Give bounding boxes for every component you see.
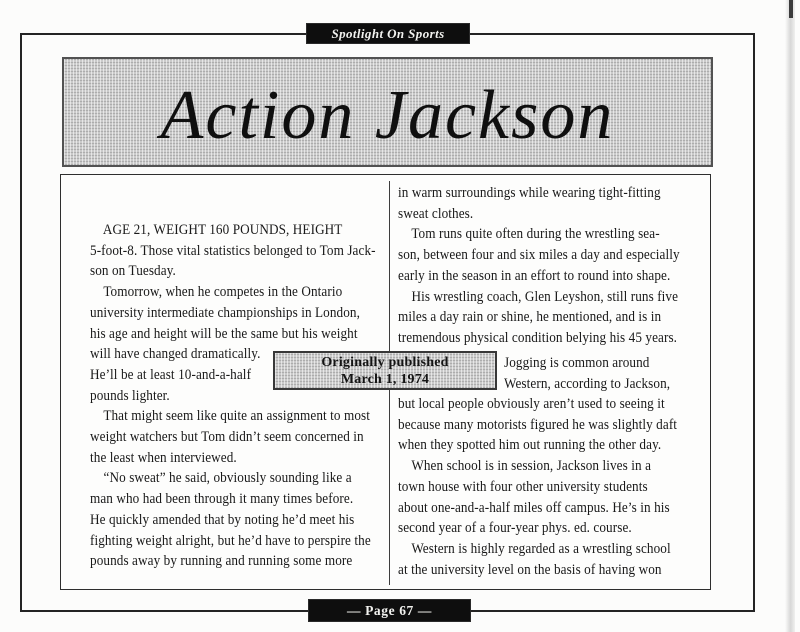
published-date-line1: Originally published: [321, 355, 449, 370]
text-line: about one-and-a-half miles off campus. He’s in his: [398, 499, 670, 516]
text-line: miles a day rain or shine, he mentioned, and is in: [398, 309, 662, 326]
text-line: early in the season in an effort to round into shape.: [398, 267, 671, 284]
published-date-line2: March 1, 1974: [340, 371, 430, 387]
text-line: because many motorists figured he was slightly daft: [398, 416, 678, 433]
text-line: His wrestling coach, Glen Leyshon, still runs five: [398, 288, 679, 305]
text-line: second year of a four-year phys. ed. course.: [398, 520, 632, 537]
text-line: Tom runs quite often during the wrestling sea-: [398, 226, 660, 243]
text-line: Western is highly regarded as a wrestling school: [398, 540, 671, 557]
text-line: sweat clothes.: [398, 205, 474, 222]
published-date-inset: [273, 351, 497, 390]
text-line: in warm surroundings while wearing tight-fitting: [398, 185, 661, 201]
text-line: son, between four and six miles a day and especially: [398, 247, 680, 264]
text-line: will have changed dramatically.: [90, 346, 261, 363]
scan-artifact-streak: [785, 0, 795, 632]
text-line: tremendous physical condition belying his 45 years.: [398, 329, 678, 346]
article-title: Action Jackson: [160, 77, 615, 154]
text-line: pounds lighter.: [90, 387, 170, 404]
text-line: son on Tuesday.: [90, 263, 176, 280]
text-line: “No sweat” he said, obviously sounding like a: [90, 470, 352, 487]
article-right-column-beside-inset: [504, 353, 670, 394]
text-line: Western, according to Jackson,: [504, 375, 671, 392]
text-line: pounds away by running and running some more: [90, 553, 353, 570]
text-line: town house with four other university students: [398, 478, 648, 495]
page-number-label: — Page 67 —: [347, 603, 432, 618]
text-line: When school is in session, Jackson lives in a: [398, 458, 652, 475]
text-line: when they spotted him out running the other day.: [398, 437, 662, 454]
text-line: AGE 21, WEIGHT 160 POUNDS, HEIGHT: [90, 222, 343, 238]
section-banner: [307, 24, 469, 43]
text-line: 5-foot-8. Those vital statistics belonged to Tom Jack-: [90, 242, 376, 259]
article-left-column: [90, 220, 376, 572]
article-right-column-bottom: [398, 394, 677, 580]
text-line: the least when interviewed.: [90, 449, 237, 466]
text-line: That might seem like quite an assignment to most: [90, 408, 371, 425]
text-line: He’ll be at least 10-and-a-half: [90, 366, 252, 383]
article-right-column-top: [398, 183, 680, 349]
text-line: university intermediate championships in London,: [90, 304, 361, 321]
article-title-banner: [62, 57, 713, 167]
text-line: weight watchers but Tom didn’t seem concerned in: [90, 429, 364, 446]
section-banner-label: Spotlight On Sports: [331, 26, 445, 41]
text-line: He quickly amended that by noting he’d meet his: [90, 511, 355, 528]
text-line: Tomorrow, when he competes in the Ontario: [90, 284, 343, 301]
text-line: his age and height will be the same but his weight: [90, 325, 358, 342]
text-line: fighting weight alright, but he’d have to perspire the: [90, 532, 371, 549]
page-number-banner: [309, 600, 470, 621]
scan-artifact-dash: [789, 0, 793, 18]
text-line: but local people obviously aren’t used to seeing it: [398, 396, 665, 412]
text-line: at the university level on the basis of having won: [398, 561, 662, 578]
text-line: man who had been through it many times before.: [90, 491, 354, 508]
text-line: Jogging is common around: [504, 355, 650, 371]
